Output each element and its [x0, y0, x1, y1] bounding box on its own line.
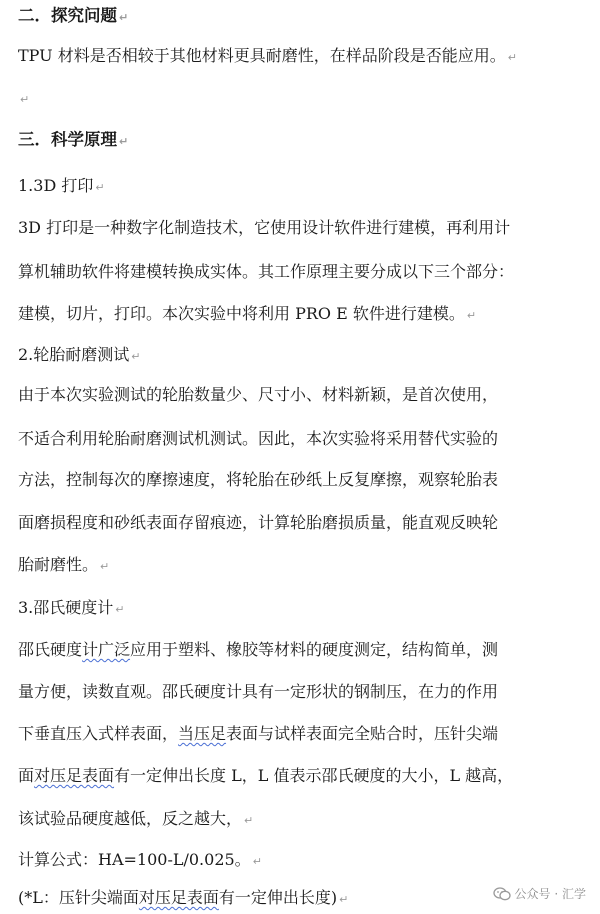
subsection-1-title: [18, 176, 105, 198]
section-3-heading-text: 三．科学原理: [18, 130, 117, 149]
wechat-icon: [493, 887, 511, 901]
subsection-2-line: 方法，控制每次的摩擦速度，将轮胎在砂纸上反复摩擦，观察轮胎表: [18, 470, 499, 489]
subsection-2-line: 由于本次实验测试的轮胎数量少、尺寸小、材料新颖，是首次使用，: [18, 385, 499, 404]
subsection-1-title-text: 1.3D 打印: [18, 176, 94, 195]
paragraph-mark-icon: ↵: [115, 603, 125, 616]
subsection-3-line: 量方便，读数直观。邵氏硬度计具有一定形状的钢制压，在力的作用: [18, 682, 499, 701]
paragraph-mark-icon: ↵: [100, 560, 110, 573]
subsection-2-line: 面磨损程度和砂纸表面存留痕迹，计算轮胎磨损质量，能直观反映轮: [18, 513, 499, 532]
text-run: 有一定伸出长度): [218, 888, 338, 907]
empty-paragraph: [18, 88, 29, 110]
paragraph-mark-icon: ↵: [507, 51, 517, 64]
paragraph-mark-icon: ↵: [339, 893, 349, 906]
subsection-1-line: 算机辅助软件将建模转换成实体。其工作原理主要分成以下三个部分：: [18, 262, 515, 281]
paragraph-mark-icon: ↵: [252, 855, 262, 868]
text-run: 表面与试样表面完全贴合时，压针尖端: [226, 724, 499, 743]
spellcheck-underlined-text: 对压足表面: [34, 766, 115, 785]
watermark-text: 公众号 · 汇学: [514, 887, 586, 901]
subsection-3-line: [18, 724, 498, 744]
text-run: 邵氏硬度: [18, 640, 83, 659]
text-run: (*L：压针尖端面: [18, 888, 139, 907]
subsection-2-line: 不适合利用轮胎耐磨测试机测试。因此，本次实验将采用替代实验的: [18, 429, 499, 448]
text-run: 下垂直压入式样表面，: [18, 724, 179, 743]
paragraph-mark-icon: ↵: [119, 135, 129, 148]
text-run: 有一定伸出长度 L，L 值表示邵氏硬度的大小，L 越高，: [114, 766, 514, 785]
paragraph-mark-icon: ↵: [119, 11, 129, 24]
paragraph-mark-icon: ↵: [244, 814, 254, 827]
section-2-heading: [18, 6, 128, 28]
subsection-1-line: 3D 打印是一种数字化制造技术，它使用设计软件进行建模，再利用计: [18, 218, 511, 237]
subsection-3-line: [18, 809, 253, 831]
formula-text: 计算公式：HA=100-L/0.025。: [18, 850, 251, 869]
subsection-1-line: [18, 304, 476, 326]
subsection-1-line-text: 建模，切片，打印。本次实验中将利用 PRO E 软件进行建模。: [18, 304, 465, 323]
section-2-body-text: TPU 材料是否相较于其他材料更具耐磨性，在样品阶段是否能应用。: [18, 46, 506, 65]
section-3-heading: [18, 130, 128, 152]
subsection-3-title: [18, 598, 125, 620]
subsection-3-line: [18, 640, 498, 660]
paragraph-mark-icon: ↵: [131, 350, 141, 363]
subsection-2-line: [18, 555, 109, 577]
subsection-3-title-text: 3.邵氏硬度计: [18, 598, 114, 617]
text-run: 该试验品硬度越低，反之越大，: [18, 809, 243, 828]
paragraph-mark-icon: ↵: [95, 181, 105, 194]
section-2-heading-text: 二．探究问题: [18, 6, 117, 25]
subsection-3-line: [18, 766, 513, 786]
note-line: [18, 888, 348, 910]
paragraph-mark-icon: ↵: [466, 309, 477, 322]
spellcheck-underlined-text: 当压足: [178, 724, 227, 743]
subsection-2-title-text: 2.轮胎耐磨测试: [18, 345, 130, 364]
formula-line: [18, 850, 262, 872]
subsection-2-title: [18, 345, 141, 367]
paragraph-mark-icon: ↵: [20, 93, 30, 106]
spellcheck-underlined-text: 对压足表面: [138, 888, 219, 907]
text-run: 面: [18, 766, 35, 785]
section-2-body: [18, 46, 517, 68]
subsection-2-line-text: 胎耐磨性。: [18, 555, 99, 574]
spellcheck-underlined-text: 计广泛: [82, 640, 131, 659]
text-run: 应用于塑料、橡胶等材料的硬度测定，结构简单，测: [130, 640, 499, 659]
watermark: [493, 885, 586, 902]
